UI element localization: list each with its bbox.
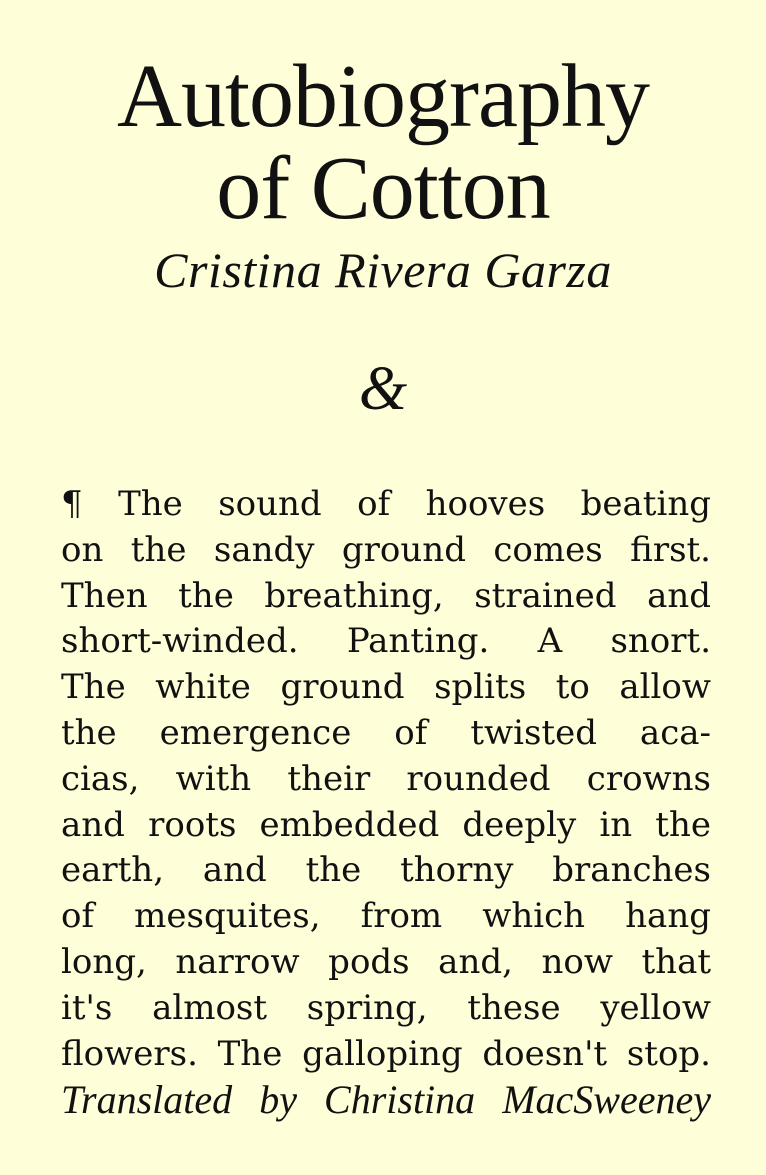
- ampersand-ornament: &: [358, 355, 408, 423]
- author-name: Cristina Rivera Garza: [154, 242, 612, 298]
- translator-credit: Translated by Christina MacSweeney: [61, 1077, 711, 1122]
- excerpt-line: of mesquites, from which hang: [61, 896, 711, 937]
- excerpt-line: short-winded. Panting. A snort.: [61, 621, 711, 662]
- excerpt-line: flowers. The galloping doesn't stop.: [61, 1033, 711, 1074]
- title-line-1: Autobiography: [117, 47, 649, 146]
- excerpt-text: [61, 482, 711, 1077]
- excerpt-line: it's almost spring, these yellow: [61, 987, 711, 1028]
- excerpt-line: ¶ The sound of hooves beating: [61, 484, 711, 524]
- excerpt-line: and roots embedded deeply in the: [61, 804, 711, 845]
- excerpt-line: cias, with their rounded crowns: [61, 758, 711, 799]
- excerpt-line: earth, and the thorny branches: [61, 850, 711, 891]
- excerpt-line: the emergence of twisted aca-: [61, 712, 711, 753]
- excerpt-line: long, narrow pods and, now that: [61, 941, 711, 982]
- excerpt-line: Then the breathing, strained and: [61, 575, 711, 616]
- title-line-2: of Cotton: [216, 139, 550, 238]
- excerpt-line: The white ground splits to allow: [61, 667, 711, 708]
- excerpt-line: on the sandy ground comes first.: [61, 529, 711, 570]
